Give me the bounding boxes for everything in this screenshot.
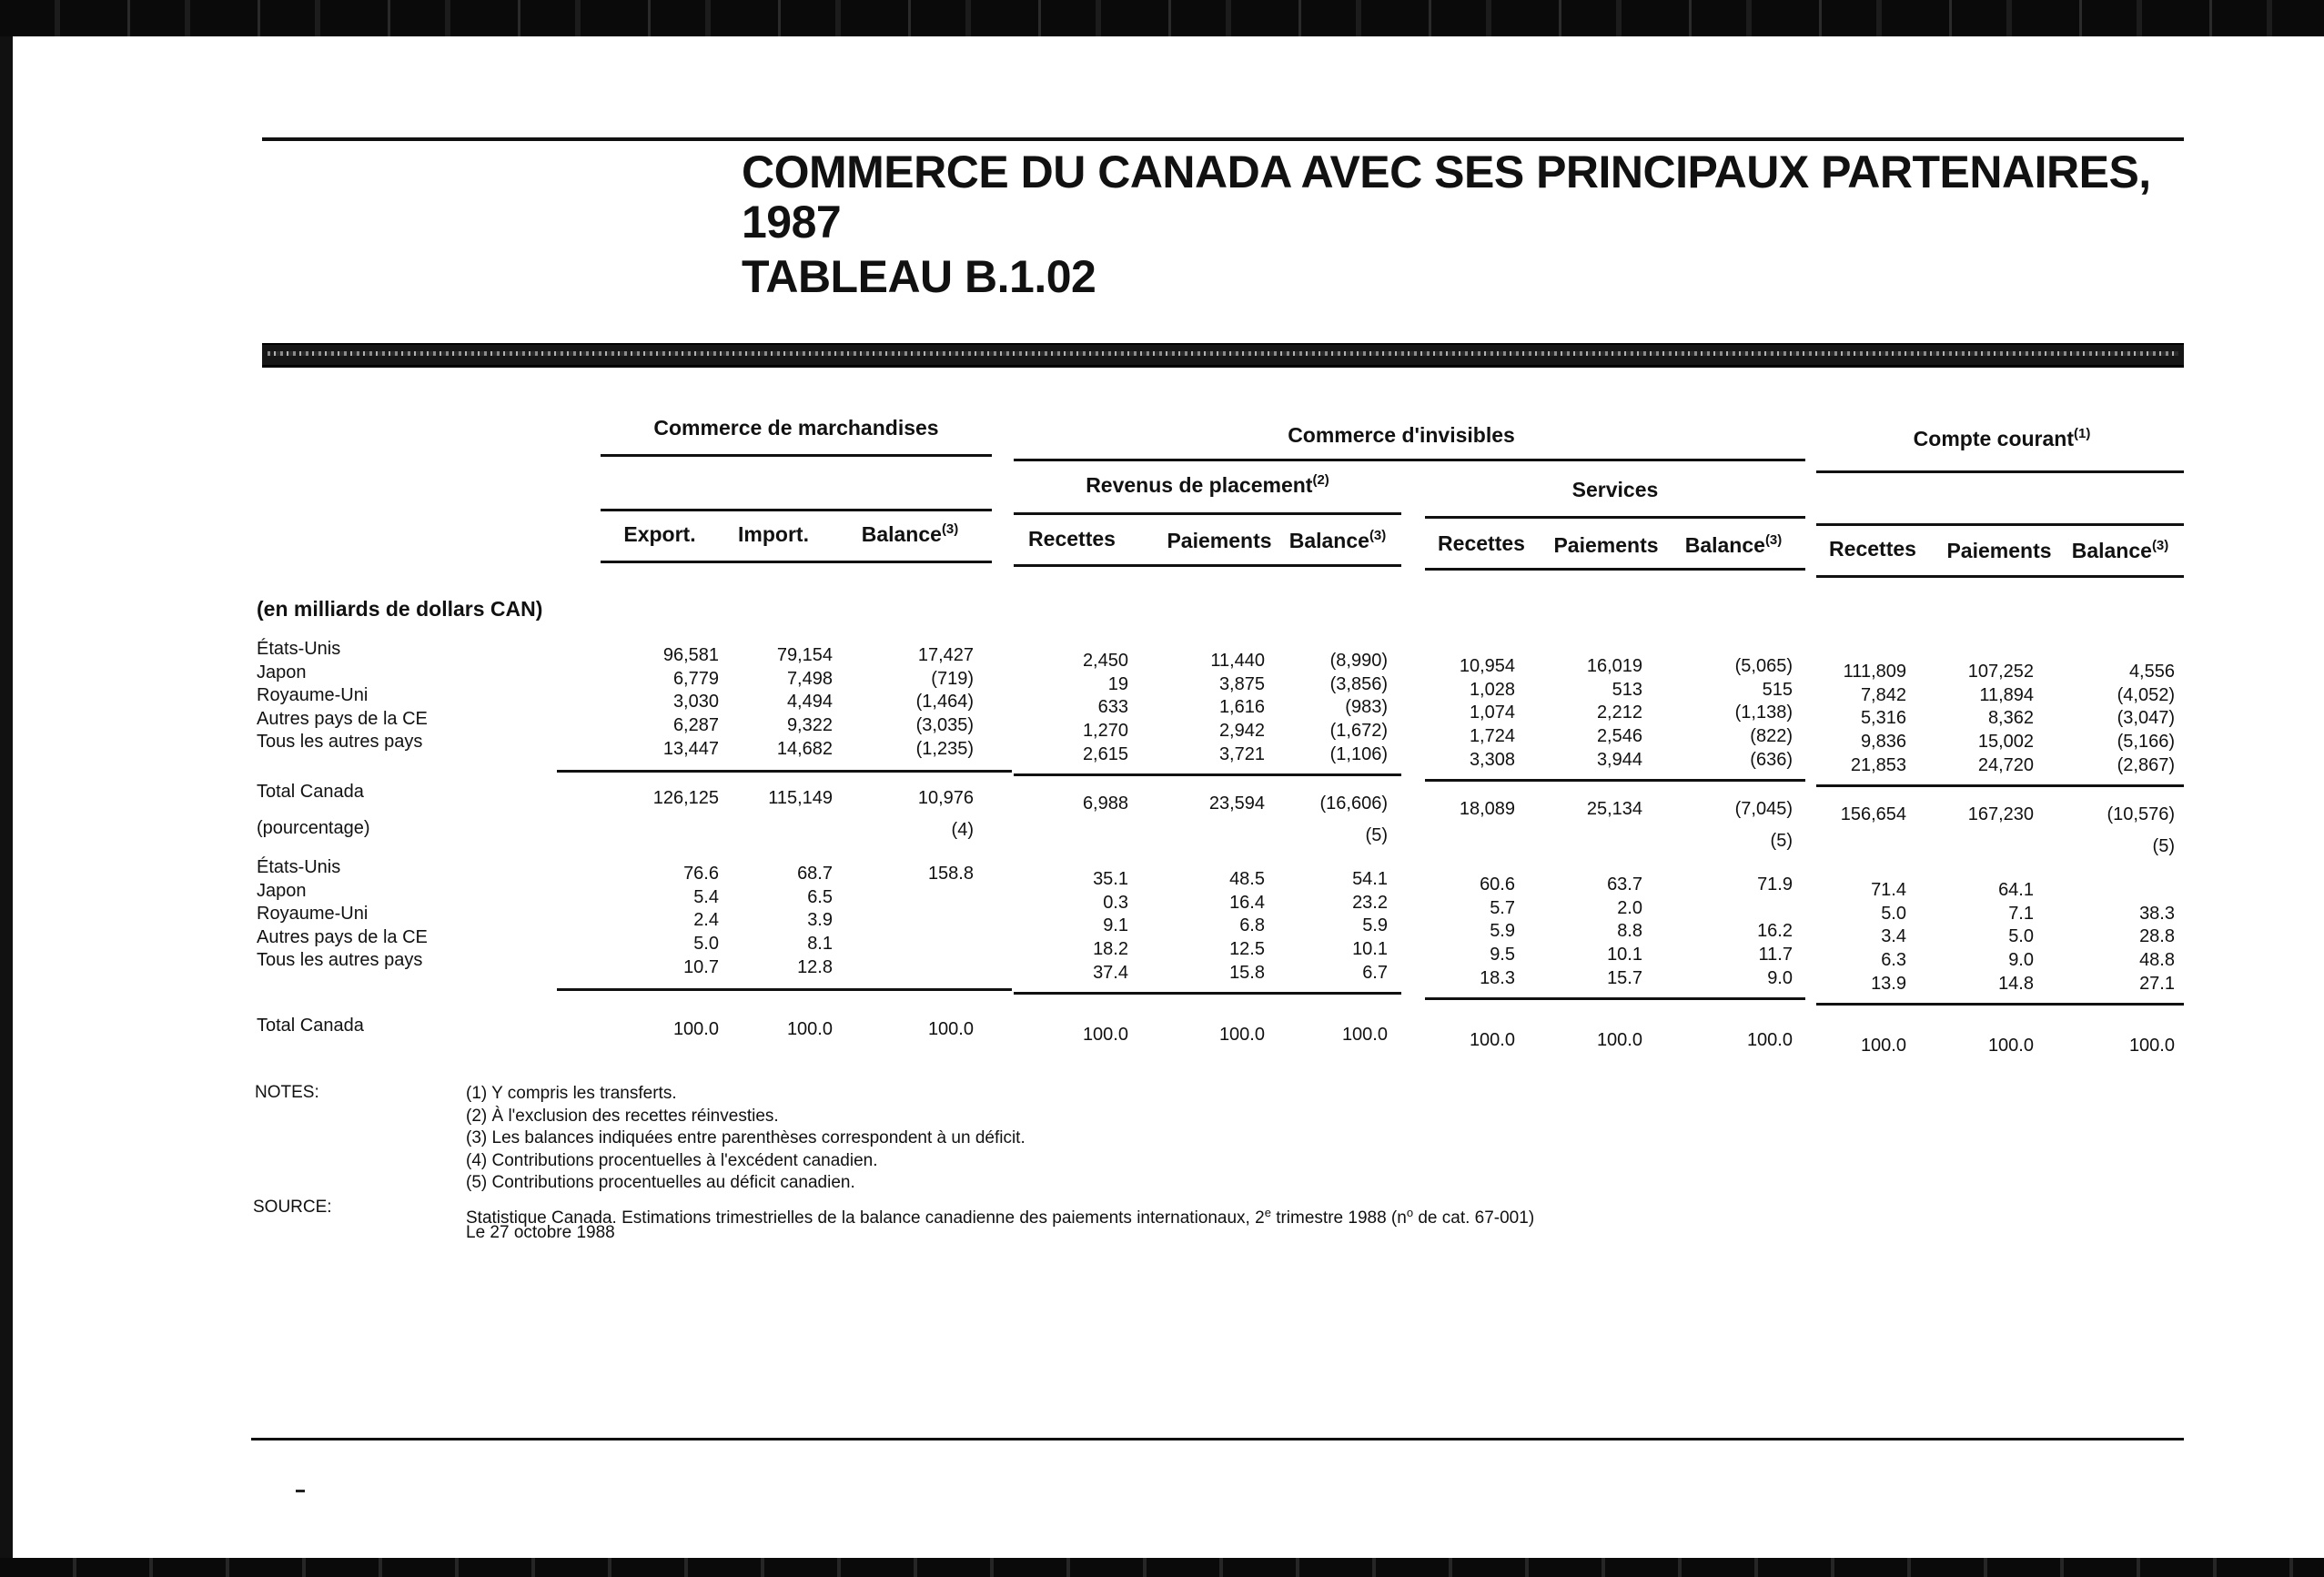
- value-row-cell: 7,842: [1860, 685, 1906, 705]
- value-total-row-cell: 115,149: [768, 788, 833, 808]
- source-label: SOURCE:: [253, 1198, 332, 1217]
- value-total-row-cell: 126,125: [652, 788, 719, 808]
- value-row-cell: (3,047): [2117, 708, 2175, 728]
- value-row-cell: 8,362: [1987, 708, 2034, 728]
- percent-row-cell: 5.4: [693, 887, 719, 907]
- note-text: Contributions procentuelles au déficit canadien.: [491, 1173, 855, 1192]
- total-separator-rule: [1425, 779, 1805, 782]
- value-row-cell: (4,052): [2117, 685, 2175, 705]
- column-header-label: Balance: [1684, 533, 1765, 557]
- percent-total-row-cell: 100.0: [1596, 1030, 1642, 1050]
- percent-row-cell: 13.9: [1871, 974, 1906, 994]
- group-header-invisibles: Commerce d'invisibles: [1288, 423, 1515, 447]
- value-row-cell: (636): [1750, 750, 1793, 770]
- percent-row-cell: 71.9: [1757, 874, 1793, 895]
- value-total-row-cell: (10,576): [2107, 804, 2175, 824]
- percent-note: (4): [951, 820, 974, 840]
- value-row-cell: 5,316: [1860, 708, 1906, 728]
- value-row-cell: 6,779: [672, 669, 719, 689]
- value-row-cell: (719): [931, 669, 974, 689]
- scan-border-top: [0, 0, 2324, 36]
- bottom-rule: [251, 1438, 2184, 1441]
- percent-row-cell: 48.8: [2139, 950, 2175, 970]
- total-separator-rule: [1014, 773, 1401, 776]
- percent-row-cell: 48.5: [1229, 869, 1265, 889]
- source-date: Le 27 octobre 1988: [466, 1223, 615, 1242]
- percent-note: (5): [1365, 825, 1388, 845]
- value-row-cell: 633: [1097, 697, 1128, 717]
- value-row-cell: 2,615: [1082, 744, 1128, 764]
- value-row-cell: 2,450: [1082, 651, 1128, 671]
- value-row-cell: 107,252: [1967, 662, 2034, 682]
- total-separator-rule: [1816, 1003, 2184, 1006]
- percent-row-cell: 76.6: [683, 864, 719, 884]
- value-row-cell: 21,853: [1850, 755, 1906, 775]
- value-row-cell: 2,942: [1218, 721, 1265, 741]
- percent-row-label: États-Unis: [257, 857, 341, 877]
- source-text-2: trimestre 1988 (n: [1270, 1208, 1407, 1228]
- value-row-label: Tous les autres pays: [257, 732, 423, 752]
- percent-row-cell: 10.1: [1607, 945, 1642, 965]
- value-total-row-cell: (7,045): [1734, 799, 1793, 819]
- title-line-1: COMMERCE DU CANADA AVEC SES PRINCIPAUX PARTENAIRES,: [742, 147, 2151, 197]
- unit-label: (en milliards de dollars CAN): [257, 597, 543, 621]
- percent-row-cell: 18.2: [1093, 939, 1128, 959]
- value-row-cell: 7,498: [786, 669, 833, 689]
- rule-under-current-headers: [1816, 575, 2184, 578]
- value-row-cell: 19: [1107, 674, 1128, 694]
- percent-row-cell: 9.0: [2008, 950, 2034, 970]
- note-number: (3): [466, 1128, 492, 1147]
- column-header-note: (3): [1369, 528, 1387, 543]
- note-text: Les balances indiquées entre parenthèses correspondent à un déficit.: [491, 1128, 1026, 1147]
- value-total-row-cell: 6,988: [1082, 794, 1128, 814]
- total-separator-rule: [1425, 997, 1805, 1000]
- value-row-cell: (822): [1750, 726, 1793, 746]
- total-separator-rule: [1014, 992, 1401, 995]
- value-row-cell: (8,990): [1329, 651, 1388, 671]
- value-row-cell: 9,836: [1860, 732, 1906, 752]
- value-row-cell: 4,494: [786, 692, 833, 712]
- percent-row-cell: 2.4: [693, 910, 719, 930]
- value-row-label: Autres pays de la CE: [257, 709, 428, 729]
- rule-under-investment-headers: [1014, 564, 1401, 567]
- total-separator-rule: [557, 988, 1012, 991]
- note-text: À l'exclusion des recettes réinvesties.: [491, 1106, 779, 1126]
- percent-total-row-cell: 100.0: [1341, 1025, 1388, 1045]
- column-header-label: Recettes: [1829, 537, 1916, 561]
- rule-merchandise-cols: [601, 509, 992, 511]
- percent-row-cell: 23.2: [1352, 893, 1388, 913]
- percent-row-cell: 28.8: [2139, 926, 2175, 946]
- percent-row-cell: 5.7: [1490, 898, 1515, 918]
- percent-row-cell: 3.4: [1881, 926, 1906, 946]
- source-sup-1: e: [1264, 1206, 1271, 1219]
- percent-row-cell: 10.7: [683, 957, 719, 977]
- percent-row-cell: 9.1: [1103, 915, 1128, 935]
- percent-row-cell: 71.4: [1871, 880, 1906, 900]
- percent-total-row-cell: 100.0: [1218, 1025, 1265, 1045]
- note-number: (4): [466, 1150, 492, 1170]
- percent-row-cell: 158.8: [927, 864, 974, 884]
- percent-row-cell: 27.1: [2139, 974, 2175, 994]
- value-row-cell: 3,944: [1596, 750, 1642, 770]
- scan-border-left: [0, 36, 13, 1558]
- value-total-row-cell: 156,654: [1840, 804, 1906, 824]
- percent-row-cell: 63.7: [1607, 874, 1642, 895]
- source-text-3: de cat. 67-001): [1413, 1208, 1535, 1228]
- value-row-cell: 3,721: [1218, 744, 1265, 764]
- percent-row-cell: 68.7: [797, 864, 833, 884]
- column-header: [828, 522, 992, 547]
- rule-merchandise-group: [601, 454, 992, 457]
- percent-row-cell: 5.9: [1490, 921, 1515, 941]
- value-row-cell: 96,581: [662, 645, 719, 665]
- percent-row-cell: 9.5: [1490, 945, 1515, 965]
- source-text: [466, 1208, 1534, 1229]
- percent-row-cell: 6.3: [1881, 950, 1906, 970]
- percent-row-label: Japon: [257, 881, 307, 901]
- value-row-cell: 1,724: [1469, 726, 1515, 746]
- value-row-cell: 17,427: [917, 645, 974, 665]
- percent-row-cell: 37.4: [1093, 963, 1128, 983]
- percent-row-label: Tous les autres pays: [257, 950, 423, 970]
- note-item: [466, 1083, 677, 1105]
- value-row-cell: 14,682: [776, 739, 833, 759]
- value-row-cell: 3,030: [672, 692, 719, 712]
- percent-row-cell: 5.0: [693, 934, 719, 954]
- value-row-cell: 515: [1762, 680, 1793, 700]
- note-item: [466, 1150, 878, 1172]
- percent-row-cell: 60.6: [1480, 874, 1515, 895]
- current-account-note: (1): [2074, 426, 2091, 441]
- percent-row-cell: 12.8: [797, 957, 833, 977]
- percent-row-cell: 38.3: [2139, 904, 2175, 924]
- value-total-row-cell: 25,134: [1586, 799, 1642, 819]
- percent-row-cell: 2.0: [1617, 898, 1642, 918]
- percent-row-cell: 5.0: [1881, 904, 1906, 924]
- value-row-cell: 16,019: [1586, 656, 1642, 676]
- percent-row-cell: 64.1: [1998, 880, 2034, 900]
- total-separator-rule: [1816, 784, 2184, 787]
- group-header-merchandise: Commerce de marchandises: [653, 416, 939, 440]
- column-header-note: (3): [1764, 532, 1783, 548]
- column-header-label: Balance: [861, 522, 942, 546]
- percent-total-row-cell: 100.0: [1860, 1036, 1906, 1056]
- value-row-cell: 1,616: [1218, 697, 1265, 717]
- percent-row-cell: 16.4: [1229, 893, 1265, 913]
- column-header-note: (3): [941, 521, 959, 537]
- percent-row-cell: 6.8: [1239, 915, 1265, 935]
- title-band-rule: [262, 343, 2184, 368]
- percent-row-cell: 11.7: [1758, 945, 1793, 965]
- percent-total-row-cell: 100.0: [1987, 1036, 2034, 1056]
- value-total-row-cell: 23,594: [1208, 794, 1265, 814]
- investment-income-note: (2): [1312, 472, 1329, 488]
- column-header: [2038, 539, 2202, 563]
- value-row-cell: 1,270: [1082, 721, 1128, 741]
- percent-total-row-cell: 100.0: [1469, 1030, 1515, 1050]
- value-row-cell: (3,856): [1329, 674, 1388, 694]
- value-row-cell: (1,138): [1734, 703, 1793, 723]
- percent-row-label: Royaume-Uni: [257, 904, 369, 924]
- value-row-cell: 3,875: [1218, 674, 1265, 694]
- group-header-current-account: [1820, 427, 2184, 451]
- note-item: [466, 1106, 779, 1127]
- value-row-cell: 24,720: [1977, 755, 2034, 775]
- value-row-cell: (3,035): [915, 715, 974, 735]
- percent-total-row-cell: 100.0: [672, 1019, 719, 1039]
- column-header-label: Balance: [1288, 529, 1369, 552]
- investment-income-label: Revenus de placement: [1086, 473, 1313, 497]
- note-number: (2): [466, 1106, 492, 1126]
- title-line-3: TABLEAU B.1.02: [742, 251, 1096, 302]
- column-header-label: Paiements: [1167, 529, 1272, 552]
- percent-total-row-cell: 100.0: [1082, 1025, 1128, 1045]
- column-header-label: Recettes: [1028, 527, 1116, 551]
- percent-row-cell: 3.9: [807, 910, 833, 930]
- title-line-2: 1987: [742, 197, 842, 248]
- top-rule: [262, 137, 2184, 141]
- note-number: (5): [466, 1173, 492, 1192]
- percent-row-cell: 7.1: [2008, 904, 2034, 924]
- value-row-cell: 1,028: [1469, 680, 1515, 700]
- rule-investment-cols: [1014, 512, 1401, 515]
- column-header-label: Export.: [623, 522, 696, 546]
- column-header-note: (3): [2151, 538, 2169, 553]
- value-total-row-cell: (16,606): [1319, 794, 1388, 814]
- column-header-label: Recettes: [1438, 531, 1525, 555]
- value-row-cell: (1,672): [1329, 721, 1388, 741]
- percent-row-cell: 6.7: [1362, 963, 1388, 983]
- value-row-cell: 10,954: [1459, 656, 1515, 676]
- rule-services-cols: [1425, 516, 1805, 519]
- column-header-label: Paiements: [1946, 539, 2052, 562]
- percent-row-cell: 8.1: [807, 934, 833, 954]
- percent-section-label: (pourcentage): [257, 818, 370, 838]
- value-total-row-label: Total Canada: [257, 782, 364, 802]
- percent-row-cell: 6.5: [807, 887, 833, 907]
- percent-row-cell: 12.5: [1229, 939, 1265, 959]
- column-header: [990, 527, 1154, 551]
- percent-row-cell: 5.9: [1362, 915, 1388, 935]
- rule-under-services-headers: [1425, 568, 1805, 571]
- percent-row-cell: 35.1: [1093, 869, 1128, 889]
- total-separator-rule: [557, 770, 1012, 773]
- column-header: [1256, 529, 1420, 553]
- subgroup-header-services: Services: [1571, 478, 1659, 501]
- value-row-cell: (5,065): [1734, 656, 1793, 676]
- note-item: [466, 1127, 1026, 1149]
- value-row-cell: (2,867): [2117, 755, 2175, 775]
- value-row-cell: 111,809: [1843, 662, 1906, 682]
- notes-label: NOTES:: [255, 1083, 319, 1102]
- current-account-label: Compte courant: [1913, 427, 2074, 450]
- percent-row-cell: 9.0: [1767, 968, 1793, 988]
- percent-total-row-cell: 100.0: [1746, 1030, 1793, 1050]
- percent-total-row-cell: 100.0: [786, 1019, 833, 1039]
- value-row-cell: 4,556: [2128, 662, 2175, 682]
- value-row-cell: (1,464): [915, 692, 974, 712]
- value-row-cell: 11,894: [1979, 685, 2034, 705]
- value-total-row-cell: 167,230: [1967, 804, 2034, 824]
- rule-invisibles-group: [1014, 459, 1805, 461]
- value-row-label: États-Unis: [257, 639, 341, 659]
- note-number: (1): [466, 1084, 492, 1103]
- value-row-cell: 13,447: [662, 739, 719, 759]
- value-row-cell: 6,287: [672, 715, 719, 735]
- percent-row-cell: 8.8: [1617, 921, 1642, 941]
- value-total-row-cell: 10,976: [917, 788, 974, 808]
- value-row-cell: 2,212: [1596, 703, 1642, 723]
- rule-current-group: [1816, 470, 2184, 473]
- value-row-label: Royaume-Uni: [257, 685, 369, 705]
- percent-note: (5): [2152, 836, 2175, 856]
- note-text: Contributions procentuelles à l'excédent canadien.: [491, 1150, 878, 1170]
- value-row-cell: 1,074: [1469, 703, 1515, 723]
- rule-current-cols: [1816, 523, 2184, 526]
- percent-row-label: Autres pays de la CE: [257, 927, 428, 947]
- percent-row-cell: 16.2: [1757, 921, 1793, 941]
- percent-total-row-cell: 100.0: [927, 1019, 974, 1039]
- note-text: Y compris les transferts.: [491, 1084, 677, 1103]
- percent-total-row-cell: 100.0: [2128, 1036, 2175, 1056]
- percent-row-cell: 15.7: [1607, 968, 1642, 988]
- percent-row-cell: 15.8: [1229, 963, 1265, 983]
- value-row-label: Japon: [257, 662, 307, 682]
- value-row-cell: 9,322: [786, 715, 833, 735]
- percent-row-cell: 5.0: [2008, 926, 2034, 946]
- column-header-label: Import.: [738, 522, 809, 546]
- value-row-cell: 15,002: [1977, 732, 2034, 752]
- percent-row-cell: 14.8: [1998, 974, 2034, 994]
- percent-row-cell: 10.1: [1352, 939, 1388, 959]
- value-row-cell: (1,106): [1329, 744, 1388, 764]
- percent-note: (5): [1770, 831, 1793, 851]
- scan-border-bottom: [0, 1558, 2324, 1577]
- value-row-cell: 2,546: [1596, 726, 1642, 746]
- percent-row-cell: 0.3: [1103, 893, 1128, 913]
- source-text-1: Statistique Canada. Estimations trimestrielles de la balance canadienne des paiements internationaux, 2: [466, 1208, 1265, 1228]
- column-header-label: Balance: [2071, 539, 2152, 562]
- value-total-row-cell: 18,089: [1459, 799, 1515, 819]
- subgroup-header-investment-income: [1014, 473, 1401, 498]
- value-row-cell: (5,166): [2117, 732, 2175, 752]
- scan-speck: [296, 1490, 305, 1492]
- value-row-cell: (1,235): [915, 739, 974, 759]
- percent-row-cell: 54.1: [1352, 869, 1388, 889]
- value-row-cell: 11,440: [1210, 651, 1265, 671]
- value-row-cell: 513: [1612, 680, 1642, 700]
- column-header-label: Paiements: [1553, 533, 1659, 557]
- source-sup-2: o: [1406, 1206, 1414, 1219]
- note-item: [466, 1172, 855, 1194]
- value-row-cell: 3,308: [1469, 750, 1515, 770]
- value-row-cell: 79,154: [776, 645, 833, 665]
- rule-under-merchandise-headers: [601, 561, 992, 563]
- percent-row-cell: 18.3: [1480, 968, 1515, 988]
- value-row-cell: (983): [1345, 697, 1388, 717]
- percent-total-row-label: Total Canada: [257, 1016, 364, 1036]
